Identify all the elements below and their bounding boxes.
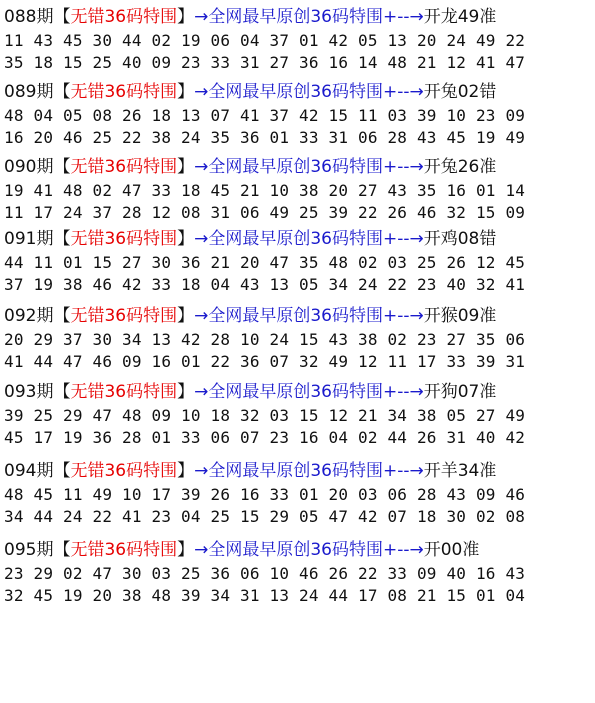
result-text: 开兔26准 [423, 157, 497, 177]
period-block-088 [0, 4, 595, 74]
period-header [0, 79, 595, 105]
tag-label: 无错36码特围 [70, 7, 178, 27]
number-row-1: 39 25 29 47 48 09 10 18 32 03 15 12 21 34 38 05 27 49 [4, 406, 526, 425]
number-row-2: 32 45 19 20 38 48 39 34 31 13 24 44 17 08 21 15 01 04 [4, 586, 526, 605]
bracket-close: 】 [177, 382, 195, 402]
bracket-close: 】 [177, 229, 195, 249]
bracket-close: 】 [177, 306, 195, 326]
period-block-095 [0, 537, 595, 607]
period-block-091 [0, 226, 595, 296]
number-row-2: 35 18 15 25 40 09 23 33 31 27 36 16 14 48 21 12 41 47 [4, 53, 526, 72]
result-text: 开兔02错 [423, 82, 497, 102]
bracket-close: 】 [177, 82, 195, 102]
period-block-089 [0, 79, 595, 149]
period-header [0, 537, 595, 563]
bracket-close: 】 [177, 7, 195, 27]
result-text: 开猴09准 [423, 306, 497, 326]
slogan-text: →全网最早原创36码特围+--→ [194, 157, 424, 177]
period-block-090 [0, 154, 595, 224]
number-row-2: 11 17 24 37 28 12 08 31 06 49 25 39 22 26 46 32 15 09 [4, 203, 526, 222]
period-header [0, 4, 595, 30]
number-row-1: 44 11 01 15 27 30 36 21 20 47 35 48 02 03 25 26 12 45 [4, 253, 526, 272]
period-header [0, 154, 595, 180]
number-row-1: 48 04 05 08 26 18 13 07 41 37 42 15 11 03 39 10 23 09 [4, 106, 526, 125]
period-header [0, 458, 595, 484]
result-text: 开羊34准 [423, 461, 497, 481]
number-row-1: 20 29 37 30 34 13 42 28 10 24 15 43 38 02 23 27 35 06 [4, 330, 526, 349]
number-row-2: 45 17 19 36 28 01 33 06 07 23 16 04 02 44 26 31 40 42 [4, 428, 526, 447]
result-text: 开鸡08错 [423, 229, 497, 249]
period-header [0, 379, 595, 405]
slogan-text: →全网最早原创36码特围+--→ [194, 461, 424, 481]
number-row-2: 41 44 47 46 09 16 01 22 36 07 32 49 12 11 17 33 39 31 [4, 352, 526, 371]
slogan-text: →全网最早原创36码特围+--→ [194, 7, 424, 27]
period-label: 089期 [4, 82, 54, 102]
number-row-2: 34 44 24 22 41 23 04 25 15 29 05 47 42 07 18 30 02 08 [4, 507, 526, 526]
bracket-close: 】 [177, 157, 195, 177]
period-header [0, 226, 595, 252]
number-row-1: 11 43 45 30 44 02 19 06 04 37 01 42 05 13 20 24 49 22 [4, 31, 526, 50]
bracket-open: 【 [53, 7, 71, 27]
tag-label: 无错36码特围 [70, 382, 178, 402]
bracket-open: 【 [53, 382, 71, 402]
slogan-text: →全网最早原创36码特围+--→ [194, 540, 424, 560]
period-header [0, 303, 595, 329]
period-label: 094期 [4, 461, 54, 481]
period-label: 088期 [4, 7, 54, 27]
bracket-open: 【 [53, 82, 71, 102]
number-row-1: 48 45 11 49 10 17 39 26 16 33 01 20 03 06 28 43 09 46 [4, 485, 526, 504]
period-block-092 [0, 303, 595, 373]
bracket-open: 【 [53, 306, 71, 326]
tag-label: 无错36码特围 [70, 229, 178, 249]
slogan-text: →全网最早原创36码特围+--→ [194, 306, 424, 326]
tag-label: 无错36码特围 [70, 157, 178, 177]
bracket-open: 【 [53, 540, 71, 560]
period-label: 090期 [4, 157, 54, 177]
tag-label: 无错36码特围 [70, 461, 178, 481]
period-label: 093期 [4, 382, 54, 402]
tag-label: 无错36码特围 [70, 82, 178, 102]
result-text: 开00准 [423, 540, 480, 560]
period-block-093 [0, 379, 595, 449]
bracket-open: 【 [53, 157, 71, 177]
period-label: 092期 [4, 306, 54, 326]
slogan-text: →全网最早原创36码特围+--→ [194, 82, 424, 102]
slogan-text: →全网最早原创36码特围+--→ [194, 229, 424, 249]
tag-label: 无错36码特围 [70, 306, 178, 326]
slogan-text: →全网最早原创36码特围+--→ [194, 382, 424, 402]
period-label: 095期 [4, 540, 54, 560]
number-row-2: 37 19 38 46 42 33 18 04 43 13 05 34 24 22 23 40 32 41 [4, 275, 526, 294]
number-row-1: 19 41 48 02 47 33 18 45 21 10 38 20 27 43 35 16 01 14 [4, 181, 526, 200]
bracket-close: 】 [177, 540, 195, 560]
tag-label: 无错36码特围 [70, 540, 178, 560]
period-block-094 [0, 458, 595, 528]
result-text: 开狗07准 [423, 382, 497, 402]
period-label: 091期 [4, 229, 54, 249]
number-row-2: 16 20 46 25 22 38 24 35 36 01 33 31 06 28 43 45 19 49 [4, 128, 526, 147]
result-text: 开龙49准 [423, 7, 497, 27]
bracket-close: 】 [177, 461, 195, 481]
bracket-open: 【 [53, 461, 71, 481]
number-row-1: 23 29 02 47 30 03 25 36 06 10 46 26 22 33 09 40 16 43 [4, 564, 526, 583]
bracket-open: 【 [53, 229, 71, 249]
